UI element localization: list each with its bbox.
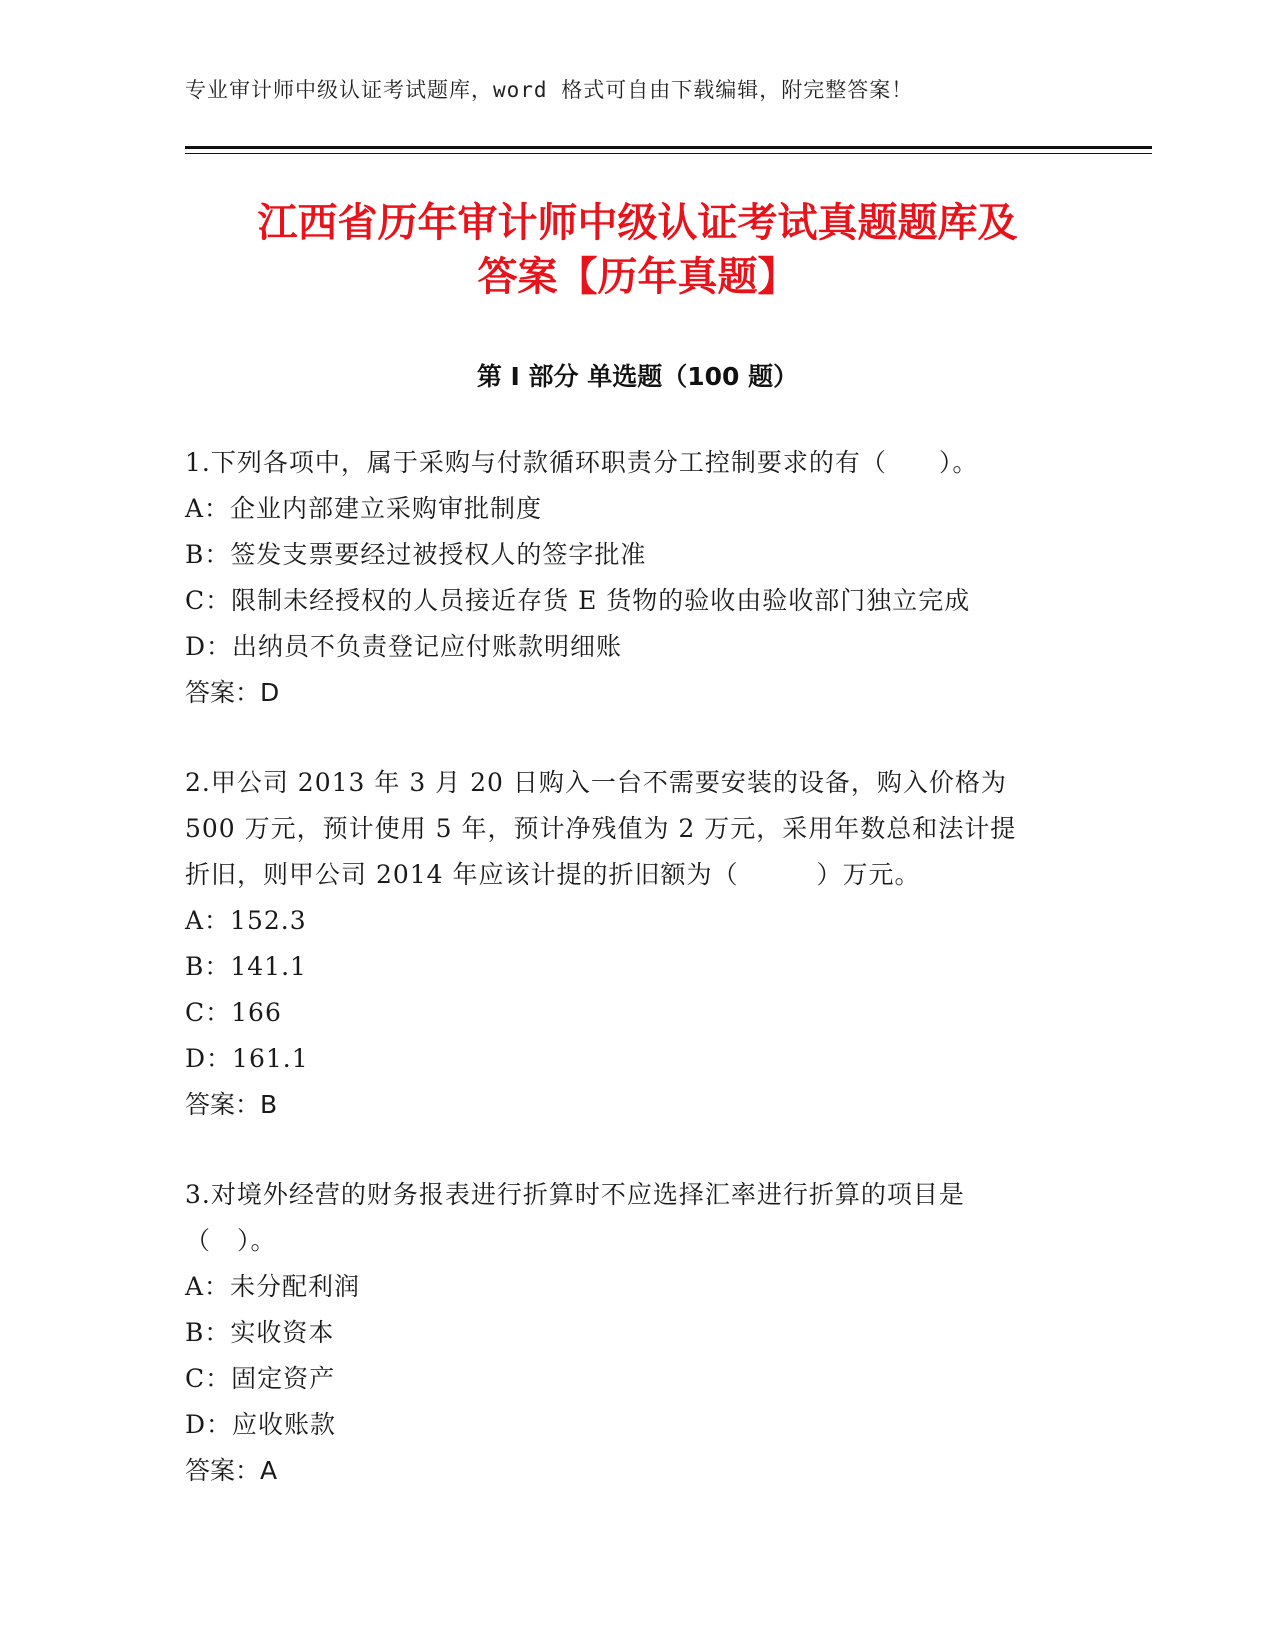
option-c: C：限制未经授权的人员接近存货 E 货物的验收由验收部门独立完成 <box>185 586 971 615</box>
title-line-2: 答案【历年真题】 <box>477 254 798 300</box>
option-b: B：签发支票要经过被授权人的签字批准 <box>185 540 647 569</box>
document-title <box>185 196 1090 304</box>
answer: 答案：D <box>185 678 280 707</box>
question-stem: 1.下列各项中，属于采购与付款循环职责分工控制要求的有（ ）。 <box>185 448 979 477</box>
option-c: C：166 <box>185 998 282 1027</box>
option-a: A：企业内部建立采购审批制度 <box>185 494 543 523</box>
question-3 <box>185 1172 1085 1494</box>
header-rule-thick <box>185 146 1152 149</box>
option-d: D：应收账款 <box>185 1410 337 1439</box>
option-d: D：161.1 <box>185 1044 309 1073</box>
header-rule-thin <box>185 153 1152 154</box>
option-b: B：实收资本 <box>185 1318 335 1347</box>
question-list <box>185 440 1085 1538</box>
question-stem: 2.甲公司 2013 年 3 月 20 日购入一台不需要安装的设备，购入价格为 <box>185 768 1007 797</box>
question-stem: 3.对境外经营的财务报表进行折算时不应选择汇率进行折算的项目是 <box>185 1180 965 1209</box>
question-stem: 500 万元，预计使用 5 年，预计净残值为 2 万元，采用年数总和法计提 <box>185 814 1017 843</box>
question-stem: 折旧，则甲公司 2014 年应该计提的折旧额为（ ）万元。 <box>185 860 921 889</box>
option-d: D：出纳员不负责登记应付账款明细账 <box>185 632 623 661</box>
option-c: C：固定资产 <box>185 1364 336 1393</box>
question-1 <box>185 440 1085 716</box>
answer: 答案：B <box>185 1090 278 1119</box>
section-heading: 第 I 部分 单选题（100 题） <box>476 362 799 391</box>
question-stem: （ ）。 <box>185 1226 277 1255</box>
option-a: A：152.3 <box>185 906 307 935</box>
option-a: A：未分配利润 <box>185 1272 361 1301</box>
answer: 答案：A <box>185 1456 278 1485</box>
header-note: 专业审计师中级认证考试题库，word 格式可自由下载编辑，附完整答案！ <box>185 78 914 102</box>
question-2 <box>185 760 1085 1128</box>
option-b: B：141.1 <box>185 952 307 981</box>
title-line-1: 江西省历年审计师中级认证考试真题题库及 <box>257 200 1018 246</box>
